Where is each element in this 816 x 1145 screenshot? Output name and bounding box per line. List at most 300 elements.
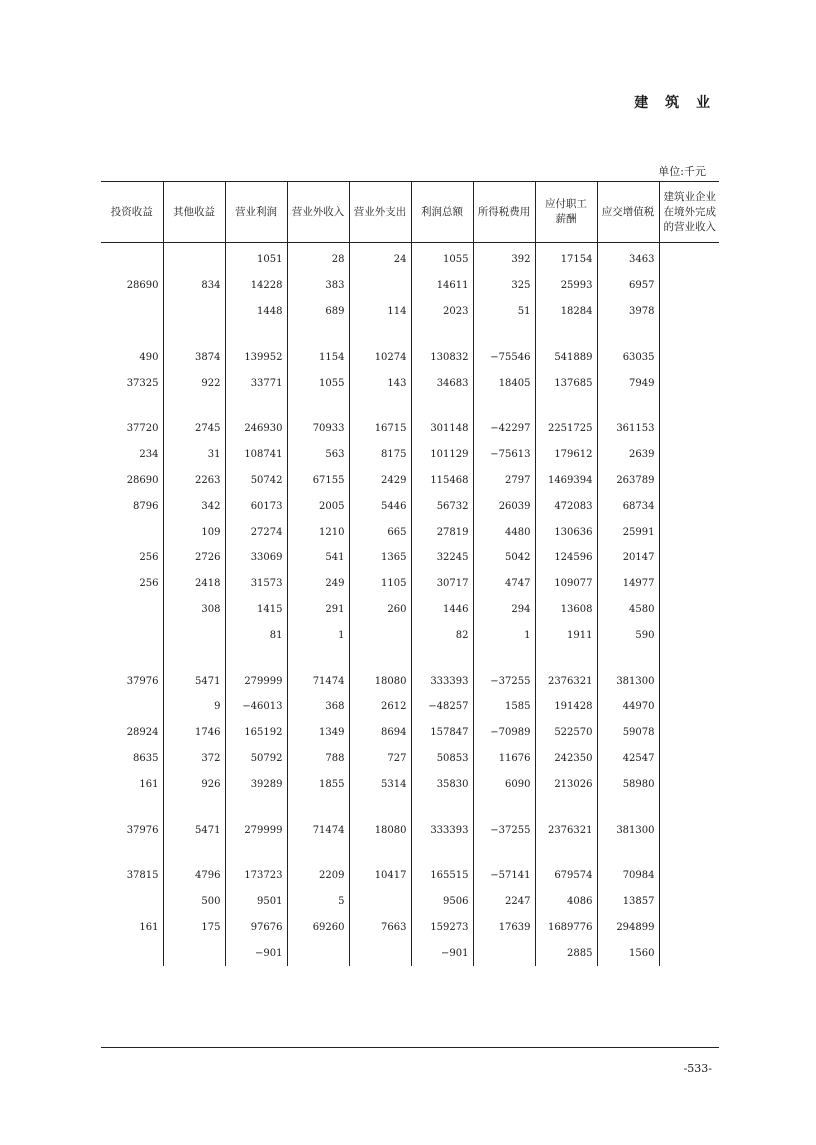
table-cell: 159273	[411, 915, 473, 941]
column-header: 营业外收入	[287, 182, 349, 243]
table-cell	[349, 843, 411, 863]
table-row	[101, 863, 719, 889]
table-cell: −46013	[225, 694, 287, 720]
table-cell: 381300	[597, 668, 659, 694]
table-cell: −37255	[473, 817, 535, 843]
table-cell	[659, 344, 719, 370]
table-cell: 301148	[411, 416, 473, 442]
table-cell: 5471	[163, 817, 225, 843]
table-cell: 333393	[411, 668, 473, 694]
table-cell	[659, 416, 719, 442]
table-cell: 246930	[225, 416, 287, 442]
table-cell	[349, 940, 411, 966]
table-cell: 71474	[287, 817, 349, 843]
table-cell: 17639	[473, 915, 535, 941]
table-cell: 372	[163, 746, 225, 772]
table-cell: 2797	[473, 468, 535, 494]
table-cell: −37255	[473, 668, 535, 694]
table-cell: 18405	[473, 370, 535, 396]
table-cell: 1415	[225, 597, 287, 623]
table-cell: 1585	[473, 694, 535, 720]
table-cell: 10417	[349, 863, 411, 889]
table-cell: 109077	[535, 571, 597, 597]
table-cell	[163, 843, 225, 863]
table-cell: 381300	[597, 817, 659, 843]
table-cell: 173723	[225, 863, 287, 889]
table-cell	[659, 571, 719, 597]
table-cell: 51	[473, 299, 535, 325]
table-cell: 263789	[597, 468, 659, 494]
table-cell: 37720	[126, 423, 159, 435]
statistics-table	[101, 181, 719, 966]
table-cell	[101, 648, 163, 668]
table-cell	[535, 396, 597, 416]
column-header: 营业利润	[225, 182, 287, 243]
table-cell: 242350	[535, 746, 597, 772]
table-cell: 294899	[597, 915, 659, 941]
table-cell	[659, 396, 719, 416]
table-cell: 9	[163, 694, 225, 720]
page-number: -533-	[683, 1062, 712, 1075]
table-cell	[101, 622, 163, 648]
table-cell: 1746	[163, 720, 225, 746]
table-cell: 1448	[225, 299, 287, 325]
table-row	[101, 622, 719, 648]
table-cell	[659, 273, 719, 299]
table-row	[101, 843, 719, 863]
table-cell	[535, 324, 597, 344]
table-cell: 33069	[225, 545, 287, 571]
table-row	[101, 571, 719, 597]
table-cell: −75613	[473, 442, 535, 468]
table-cell: 8175	[349, 442, 411, 468]
table-cell	[535, 797, 597, 817]
table-cell	[101, 940, 163, 966]
table-cell: 67155	[287, 468, 349, 494]
table-cell: 541889	[535, 344, 597, 370]
column-header: 投资收益	[101, 182, 163, 243]
table-cell: 522570	[535, 720, 597, 746]
table-cell: 1855	[287, 771, 349, 797]
table-cell: 9501	[225, 889, 287, 915]
table-cell: 1051	[225, 243, 287, 273]
table-cell: 2005	[287, 493, 349, 519]
table-cell: 472083	[535, 493, 597, 519]
table-cell: 333393	[411, 817, 473, 843]
table-cell: 2209	[287, 863, 349, 889]
table-cell: 213026	[535, 771, 597, 797]
table-cell: 2247	[473, 889, 535, 915]
table-row	[101, 344, 719, 370]
table-cell: 137685	[535, 370, 597, 396]
table-cell	[101, 889, 163, 915]
table-cell: 13857	[597, 889, 659, 915]
table-header	[101, 182, 719, 243]
table-cell: 922	[163, 370, 225, 396]
table-cell: 130832	[411, 344, 473, 370]
table-cell	[411, 797, 473, 817]
table-cell: 59078	[597, 720, 659, 746]
table-cell: 4747	[473, 571, 535, 597]
table-cell: 16715	[349, 416, 411, 442]
table-cell: 31	[163, 442, 225, 468]
table-cell	[659, 243, 719, 273]
table-cell: 1349	[287, 720, 349, 746]
table-row	[101, 243, 719, 273]
table-cell: 28	[287, 243, 349, 273]
table-cell	[349, 889, 411, 915]
table-cell: 18284	[535, 299, 597, 325]
table-cell: 342	[163, 493, 225, 519]
table-cell: 1105	[349, 571, 411, 597]
table-cell: 788	[287, 746, 349, 772]
table-cell	[659, 771, 719, 797]
table-cell: 165515	[411, 863, 473, 889]
table-cell: 590	[597, 622, 659, 648]
table-cell: 1	[287, 622, 349, 648]
table-cell: 37976	[126, 824, 159, 836]
table-cell: 28690	[126, 474, 159, 486]
table-cell	[163, 940, 225, 966]
table-cell: 260	[349, 597, 411, 623]
table-cell: 56732	[411, 493, 473, 519]
table-cell: 392	[473, 243, 535, 273]
table-cell: 490	[139, 351, 159, 363]
table-cell	[659, 668, 719, 694]
table-cell	[101, 299, 163, 325]
table-cell	[101, 797, 163, 817]
table-cell: 63035	[597, 344, 659, 370]
table-cell	[473, 843, 535, 863]
table-cell: 71474	[287, 668, 349, 694]
table-cell: 2418	[163, 571, 225, 597]
table-cell	[659, 797, 719, 817]
table-cell	[597, 843, 659, 863]
table-cell: 1911	[535, 622, 597, 648]
table-cell: 5042	[473, 545, 535, 571]
table-cell: −901	[225, 940, 287, 966]
table-body	[101, 243, 719, 967]
table-cell	[659, 648, 719, 668]
table-cell: 7663	[349, 915, 411, 941]
table-cell: 926	[163, 771, 225, 797]
table-cell	[659, 493, 719, 519]
table-cell: 50792	[225, 746, 287, 772]
table-cell: 14977	[597, 571, 659, 597]
table-row	[101, 694, 719, 720]
table-cell	[535, 843, 597, 863]
table-cell: 25991	[597, 519, 659, 545]
table-cell	[163, 648, 225, 668]
table-cell: 27274	[225, 519, 287, 545]
table-cell: 69260	[287, 915, 349, 941]
table-cell: −75546	[473, 344, 535, 370]
table-cell	[225, 843, 287, 863]
table-cell: 294	[473, 597, 535, 623]
table-row	[101, 324, 719, 344]
table-cell: 665	[349, 519, 411, 545]
table-cell	[163, 324, 225, 344]
table-cell: 1154	[287, 344, 349, 370]
table-cell	[163, 622, 225, 648]
table-cell: 70933	[287, 416, 349, 442]
table-cell: 279999	[225, 817, 287, 843]
table-cell: 44970	[597, 694, 659, 720]
table-cell	[597, 396, 659, 416]
table-cell: 50742	[225, 468, 287, 494]
table-cell: 7949	[597, 370, 659, 396]
column-header: 其他收益	[163, 182, 225, 243]
table-cell: 1055	[411, 243, 473, 273]
table-row	[101, 545, 719, 571]
table-row	[101, 273, 719, 299]
table-cell: 2745	[163, 416, 225, 442]
table-row	[101, 519, 719, 545]
table-cell	[659, 299, 719, 325]
column-header: 利润总额	[411, 182, 473, 243]
table-row	[101, 940, 719, 966]
table-cell: 1365	[349, 545, 411, 571]
table-cell: 101129	[411, 442, 473, 468]
table-cell: 1	[473, 622, 535, 648]
table-cell	[473, 940, 535, 966]
table-cell: 37976	[126, 675, 159, 687]
table-cell	[163, 797, 225, 817]
table-cell: 3463	[597, 243, 659, 273]
table-cell	[349, 273, 411, 299]
table-row	[101, 915, 719, 941]
table-cell: 249	[287, 571, 349, 597]
table-cell	[659, 746, 719, 772]
table-row	[101, 442, 719, 468]
table-cell	[287, 324, 349, 344]
table-cell	[659, 519, 719, 545]
table-cell: 20147	[597, 545, 659, 571]
table-cell	[349, 324, 411, 344]
table-cell	[163, 299, 225, 325]
table-cell	[659, 370, 719, 396]
table-cell: 2023	[411, 299, 473, 325]
table-cell: 2251725	[535, 416, 597, 442]
unit-label: 单位:千元	[658, 165, 706, 178]
table-cell	[225, 648, 287, 668]
table-cell	[349, 622, 411, 648]
column-header: 应付职工 薪酬	[535, 182, 597, 243]
table-cell: 2885	[535, 940, 597, 966]
column-header: 营业外支出	[349, 182, 411, 243]
table-row	[101, 416, 719, 442]
table-row	[101, 817, 719, 843]
table-row	[101, 468, 719, 494]
table-cell: 1055	[287, 370, 349, 396]
table-cell: 115468	[411, 468, 473, 494]
table-row	[101, 797, 719, 817]
table-cell: 165192	[225, 720, 287, 746]
table-cell: 18080	[349, 817, 411, 843]
table-cell: 17154	[535, 243, 597, 273]
table-cell: 2376321	[535, 817, 597, 843]
table-cell: 114	[349, 299, 411, 325]
table-cell: 161	[139, 778, 159, 790]
table-cell: 14611	[411, 273, 473, 299]
table-cell: 26039	[473, 493, 535, 519]
table-cell	[349, 648, 411, 668]
table-cell: 191428	[535, 694, 597, 720]
table-cell: 139952	[225, 344, 287, 370]
table-cell: 308	[163, 597, 225, 623]
table-cell	[411, 324, 473, 344]
table-cell: 10274	[349, 344, 411, 370]
table-cell: 500	[163, 889, 225, 915]
table-cell: 4796	[163, 863, 225, 889]
table-cell: 3978	[597, 299, 659, 325]
table-cell: 291	[287, 597, 349, 623]
table-cell	[101, 519, 163, 545]
table-cell: 1689776	[535, 915, 597, 941]
table-cell: 383	[287, 273, 349, 299]
table-cell: 2429	[349, 468, 411, 494]
table-cell	[411, 648, 473, 668]
table-cell	[473, 648, 535, 668]
table-cell: 279999	[225, 668, 287, 694]
table-cell: 5314	[349, 771, 411, 797]
table-cell: −70989	[473, 720, 535, 746]
table-cell	[473, 396, 535, 416]
table-cell: 4580	[597, 597, 659, 623]
table-cell	[659, 863, 719, 889]
table-cell	[287, 940, 349, 966]
table-cell: 175	[163, 915, 225, 941]
table-cell: 9506	[411, 889, 473, 915]
table-cell: 39289	[225, 771, 287, 797]
table-cell: 256	[139, 578, 159, 590]
table-cell	[659, 889, 719, 915]
table-cell: 179612	[535, 442, 597, 468]
table-cell	[163, 243, 225, 273]
table-cell: 1446	[411, 597, 473, 623]
table-cell: 37815	[126, 870, 159, 882]
table-cell: 28690	[126, 280, 159, 292]
table-cell: 5	[287, 889, 349, 915]
table-cell	[659, 324, 719, 344]
table-row	[101, 648, 719, 668]
table-cell: 35830	[411, 771, 473, 797]
table-row	[101, 396, 719, 416]
bottom-rule	[101, 1047, 719, 1048]
table-cell	[659, 442, 719, 468]
table-cell: 679574	[535, 863, 597, 889]
table-cell	[659, 597, 719, 623]
table-cell	[659, 468, 719, 494]
table-cell: 37325	[126, 377, 159, 389]
column-header: 应交增值税	[597, 182, 659, 243]
table-cell	[287, 648, 349, 668]
table-cell	[349, 396, 411, 416]
table-cell: 4086	[535, 889, 597, 915]
table-cell: 27819	[411, 519, 473, 545]
table-cell: 24	[349, 243, 411, 273]
table-row	[101, 746, 719, 772]
table-cell	[659, 817, 719, 843]
table-cell: 1469394	[535, 468, 597, 494]
table-cell: 6957	[597, 273, 659, 299]
table-cell: −42297	[473, 416, 535, 442]
table-cell: 256	[139, 552, 159, 564]
table-cell: 161	[139, 921, 159, 933]
table-cell: 28924	[126, 727, 159, 739]
table-cell: 157847	[411, 720, 473, 746]
table-cell: 130636	[535, 519, 597, 545]
table-cell: 3874	[163, 344, 225, 370]
table-row	[101, 889, 719, 915]
table-cell: 727	[349, 746, 411, 772]
table-cell	[411, 843, 473, 863]
table-cell	[225, 396, 287, 416]
table-cell	[349, 797, 411, 817]
table-cell: 42547	[597, 746, 659, 772]
table-cell: 30717	[411, 571, 473, 597]
table-cell	[473, 797, 535, 817]
table-cell	[473, 324, 535, 344]
table-cell: 325	[473, 273, 535, 299]
table-cell: 81	[225, 622, 287, 648]
table-cell	[287, 843, 349, 863]
table-cell: 834	[163, 273, 225, 299]
table-cell: 4480	[473, 519, 535, 545]
table-cell	[225, 324, 287, 344]
table-cell	[597, 797, 659, 817]
table-cell	[597, 648, 659, 668]
table-cell	[659, 720, 719, 746]
table-cell: 18080	[349, 668, 411, 694]
table-cell: 109	[163, 519, 225, 545]
table-cell	[597, 324, 659, 344]
table-row	[101, 370, 719, 396]
table-cell: −57141	[473, 863, 535, 889]
table-cell: 563	[287, 442, 349, 468]
table-cell: 689	[287, 299, 349, 325]
table-cell: 368	[287, 694, 349, 720]
table-cell: 68734	[597, 493, 659, 519]
header-row	[101, 182, 719, 243]
table-row	[101, 720, 719, 746]
column-header: 建筑业企业 在境外完成 的营业收入	[659, 182, 719, 243]
table-cell	[101, 243, 163, 273]
table-cell	[101, 597, 163, 623]
table-cell: 82	[411, 622, 473, 648]
table-cell: 60173	[225, 493, 287, 519]
table-cell: 2639	[597, 442, 659, 468]
table-cell: 2612	[349, 694, 411, 720]
table-cell	[659, 694, 719, 720]
table-cell: 2376321	[535, 668, 597, 694]
table-row	[101, 493, 719, 519]
table-row	[101, 299, 719, 325]
table-cell: 8694	[349, 720, 411, 746]
column-header: 所得税费用	[473, 182, 535, 243]
table-cell: 234	[139, 449, 159, 461]
table-cell: 5446	[349, 493, 411, 519]
table-cell	[659, 545, 719, 571]
section-title: 建 筑 业	[634, 95, 716, 111]
table-cell	[101, 324, 163, 344]
table-cell: 33771	[225, 370, 287, 396]
table-row	[101, 597, 719, 623]
table-cell: 14228	[225, 273, 287, 299]
table-cell	[659, 915, 719, 941]
table-cell: 124596	[535, 545, 597, 571]
table-cell: 143	[349, 370, 411, 396]
